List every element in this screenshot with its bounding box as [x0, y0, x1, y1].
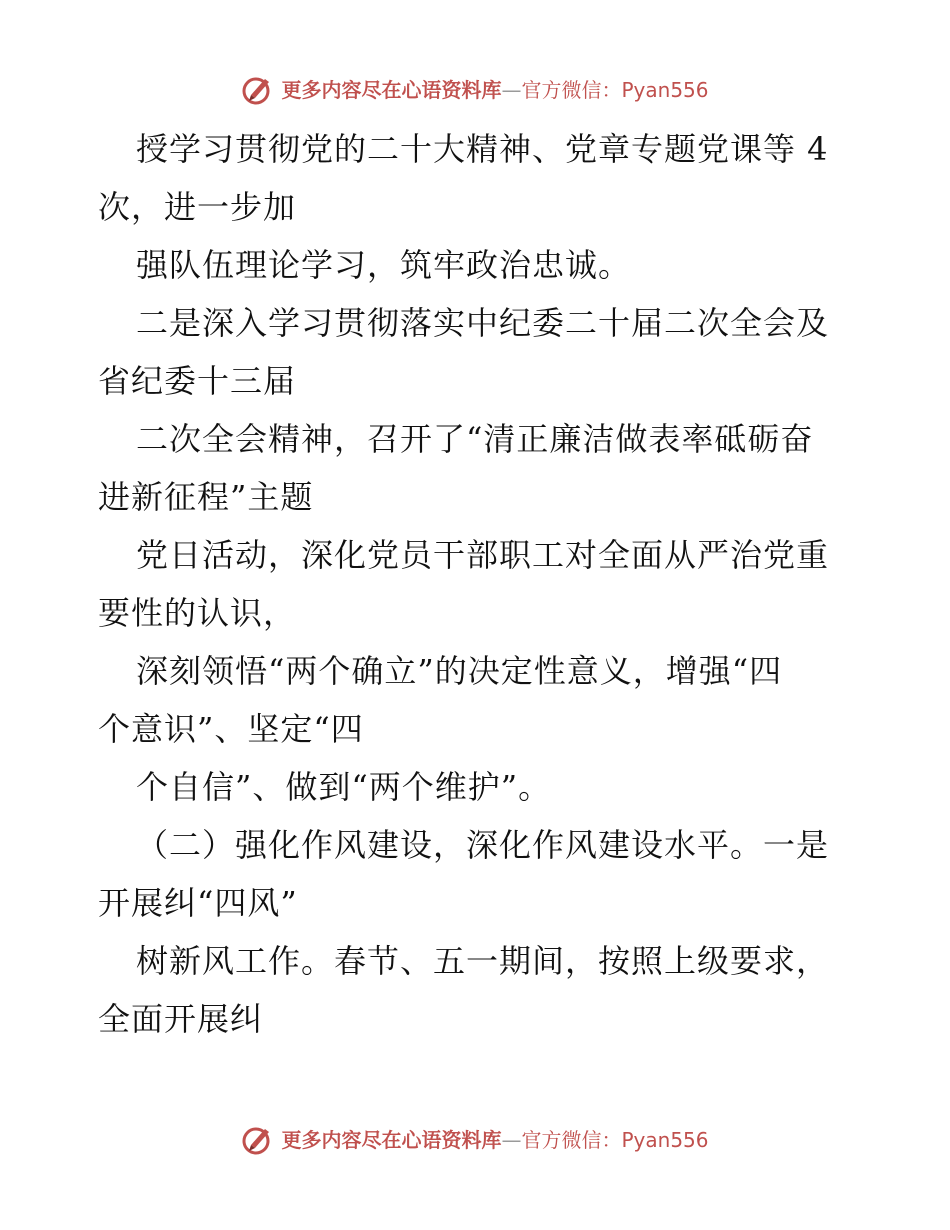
paragraph-line: 党日活动，深化党员干部职工对全面从严治党重 — [136, 536, 830, 574]
paragraph-line: （二）强化作风建设，深化作风建设水平。一是 — [136, 826, 830, 864]
paragraph-line: 授学习贯彻党的二十大精神、党章专题党课等 4 — [136, 130, 829, 168]
paragraph-line: 次，进一步加 — [98, 188, 297, 226]
paragraph-line: 个意识”、坚定“四 — [98, 710, 364, 748]
banner-dash: — — [501, 1128, 522, 1152]
banner-wechat-label: 官方微信： — [521, 1128, 622, 1152]
paragraph-line: 省纪委十三届 — [98, 362, 297, 400]
banner-site-name: 更多内容尽在心语资料库 — [281, 1128, 502, 1152]
banner-site-name: 更多内容尽在心语资料库 — [281, 78, 502, 102]
pen-logo-icon — [241, 1123, 275, 1157]
banner-wechat-id: Pyan556 — [621, 1128, 709, 1152]
banner-text — [281, 1120, 708, 1160]
paragraph-line: 要性的认识， — [98, 594, 297, 632]
paragraph-line: 强队伍理论学习，筑牢政治忠诚。 — [136, 246, 632, 284]
banner-text — [281, 70, 708, 110]
banner-wechat-label: 官方微信： — [521, 78, 622, 102]
paragraph-line: 进新征程”主题 — [98, 478, 314, 516]
paragraph-line: 树新风工作。春节、五一期间，按照上级要求， — [136, 942, 830, 980]
paragraph-line: 个自信”、做到“两个维护”。 — [136, 768, 552, 806]
banner-dash: — — [501, 78, 522, 102]
paragraph-line: 全面开展纠 — [98, 1000, 264, 1038]
paragraph-line: 开展纠“四风” — [98, 884, 298, 922]
paragraph-line: 深刻领悟“两个确立”的决定性意义，增强“四 — [136, 652, 783, 690]
header-banner — [0, 70, 950, 110]
body-text — [98, 120, 858, 1048]
banner-wechat-id: Pyan556 — [621, 78, 709, 102]
paragraph-line: 二是深入学习贯彻落实中纪委二十届二次全会及 — [136, 304, 830, 342]
pen-logo-icon — [241, 73, 275, 107]
footer-banner — [0, 1120, 950, 1160]
paragraph-line: 二次全会精神，召开了“清正廉洁做表率砥砺奋 — [136, 420, 814, 458]
